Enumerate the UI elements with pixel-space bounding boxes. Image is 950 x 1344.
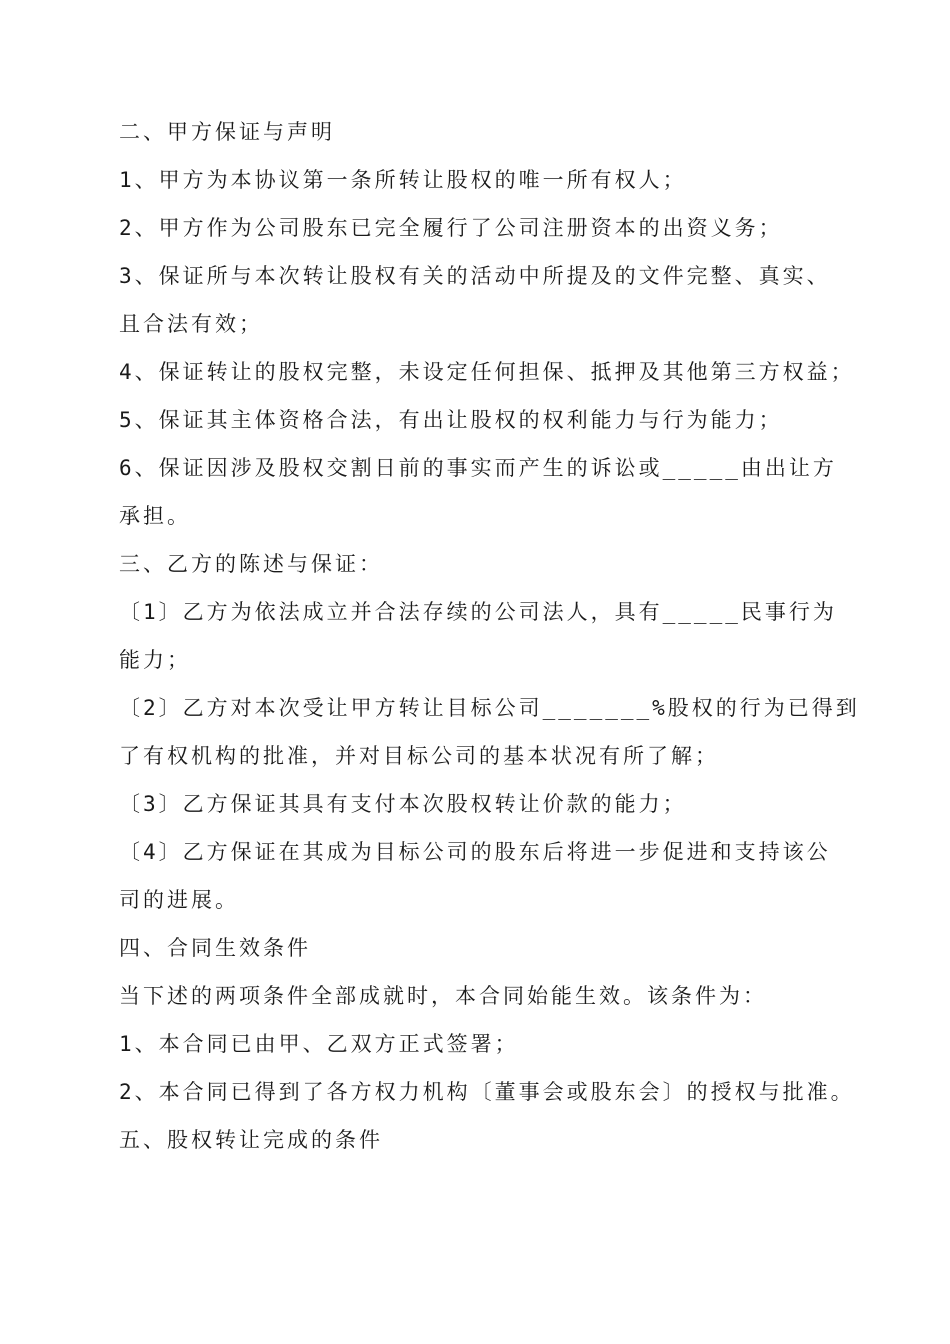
paragraph-line: 承担。 [119, 504, 191, 528]
document-body [119, 108, 860, 1164]
section-heading-effective-conditions: 四、合同生效条件 [119, 936, 311, 960]
paragraph-line: 2、本合同已得到了各方权力机构〔董事会或股东会〕的授权与批准。 [119, 1080, 855, 1104]
section-heading-buyer-warranties: 三、乙方的陈述与保证： [119, 552, 383, 576]
section-heading-transfer-completion: 五、股权转让完成的条件 [119, 1128, 383, 1152]
paragraph-line: 2、甲方作为公司股东已完全履行了公司注册资本的出资义务； [119, 216, 783, 240]
section-heading-seller-warranties: 二、甲方保证与声明 [119, 120, 335, 144]
paragraph-line: 当下述的两项条件全部成就时，本合同始能生效。该条件为： [119, 984, 767, 1008]
paragraph-line: 1、甲方为本协议第一条所转让股权的唯一所有权人； [119, 168, 687, 192]
paragraph-line: 且合法有效； [119, 312, 263, 336]
paragraph-line: 4、保证转让的股权完整，未设定任何担保、抵押及其他第三方权益； [119, 360, 855, 384]
paragraph-line: 了有权机构的批准，并对目标公司的基本状况有所了解； [119, 744, 719, 768]
paragraph-line: 〔4〕乙方保证在其成为目标公司的股东后将进一步促进和支持该公 [119, 840, 831, 864]
paragraph-line: 5、保证其主体资格合法，有出让股权的权利能力与行为能力； [119, 408, 783, 432]
paragraph-line: 6、保证因涉及股权交割日前的事实而产生的诉讼或_____由出让方 [119, 456, 837, 480]
paragraph-line: 〔3〕乙方保证其具有支付本次股权转让价款的能力； [119, 792, 687, 816]
paragraph-line: 司的进展。 [119, 888, 239, 912]
paragraph-line: 1、本合同已由甲、乙双方正式签署； [119, 1032, 519, 1056]
paragraph-line: 〔2〕乙方对本次受让甲方转让目标公司_______%股权的行为已得到 [119, 696, 860, 720]
paragraph-line: 〔1〕乙方为依法成立并合法存续的公司法人，具有_____民事行为 [119, 600, 837, 624]
paragraph-line: 3、保证所与本次转让股权有关的活动中所提及的文件完整、真实、 [119, 264, 831, 288]
paragraph-line: 能力； [119, 648, 191, 672]
